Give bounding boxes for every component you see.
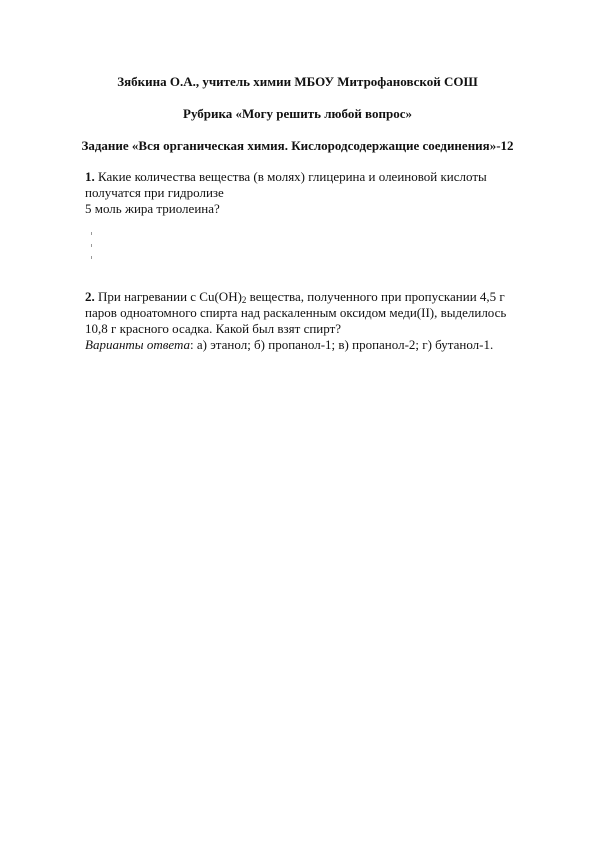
question-2-text-1a: При нагревании с Cu(OH) [94,289,242,304]
question-1-line-3: 5 моль жира триолеина? [85,201,220,216]
task-title: Задание «Вся органическая химия. Кислородсодержащие соединения»-12 [81,138,514,153]
question-1 [85,169,487,217]
question-1-line-1 [85,169,487,185]
question-2-number: 2. [85,289,95,304]
question-2-line-2: паров одноатомного спирта над раскаленным оксидом меди(II), выделилось [85,305,507,320]
answers-text: : а) этанол; б) пропанол-1; в) пропанол-2; г) бутанол-1. [190,337,494,352]
question-1-line-2: получатся при гидролизе [85,185,224,200]
question-2-answers [85,337,506,353]
question-2-text-1b: вещества, полученного при пропускании 4,5 г [246,289,505,304]
answers-label: Варианты ответа [85,337,191,352]
subscript-2: 2 [241,295,247,305]
rubric-title: Рубрика «Могу решить любой вопрос» [183,106,412,121]
author-line: Зябкина О.А., учитель химии МБОУ Митрофановской СОШ [117,74,478,89]
question-1-number: 1. [85,169,95,184]
question-2-line-3: 10,8 г красного осадка. Какой был взят спирт? [85,321,342,336]
question-1-text-1: Какие количества вещества (в молях) глицерина и олеиновой кислоты [94,169,487,184]
faint-marks [91,228,93,262]
question-2 [85,289,506,353]
question-2-line-1 [85,289,506,305]
